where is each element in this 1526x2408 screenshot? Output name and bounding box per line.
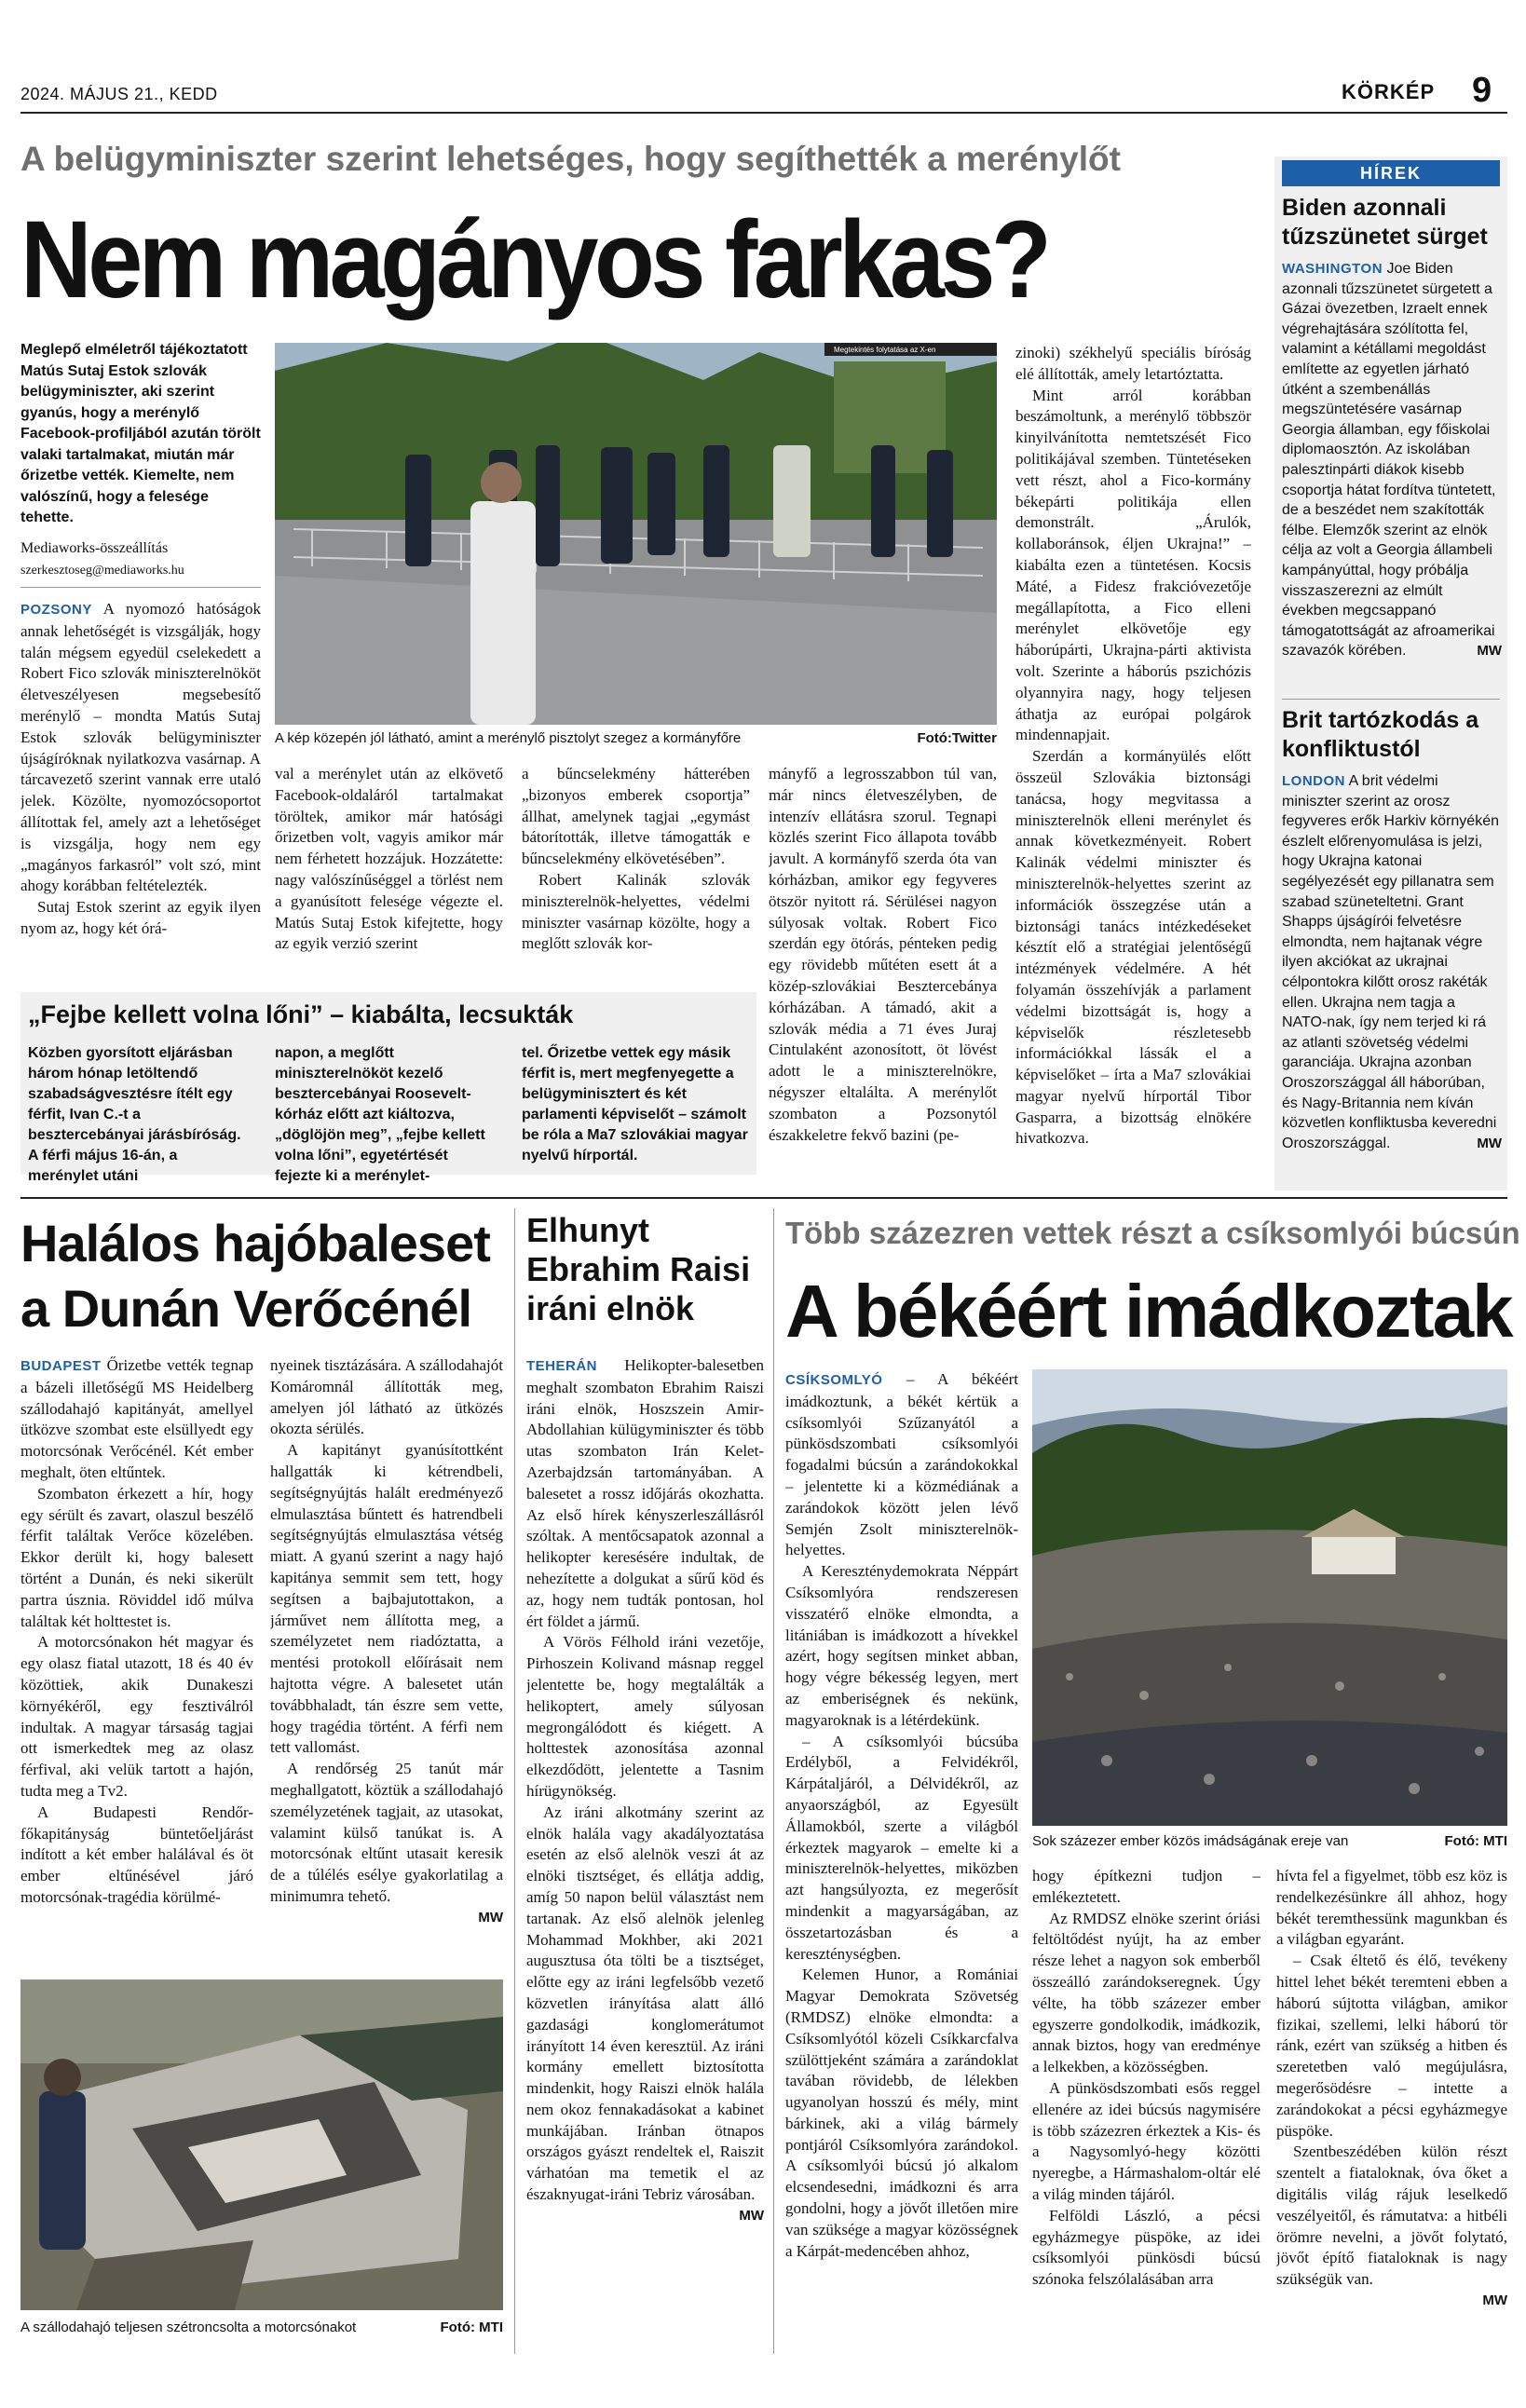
boat-col2b-text: A kapitányt gyanúsítottként hallgatták ki kétrendbeli, segítségnyújtás halált eredményező elmulasztása bűntett és hatrendbeli segítségnyújtás elmulasztása vétség miatt. A gyanú szerint a nagy hajó kapitánya semmit sem tett, hogy segítsen a bajbajutottakon, a járművet nem állította meg, a személyzetet nem riadóztatta, a mentési protokoll előírásait nem hajtotta végre. A balesetet után továbbhaladt, tán észre sem vette, hogy tragédia történt. A férfi nem tett vallomást.	[270, 1441, 503, 1757]
news-item1-sign: MW	[1477, 643, 1502, 660]
issue-date: 2024. MÁJUS 21., KEDD	[20, 85, 218, 103]
raisi-p3-text: Az iráni alkotmány szerint az elnök halála vagy akadályoztatása esetén az első alelnök veszi át az elnöki tisztséget, és ellátja addig, amíg 50 napon belül választást nem tartanak. Az első alelnök jelenleg Mohammad Mokhber, aki 2021 augusztusa óta tölti be a tisztséget, előtte egy az iráni legfelsőbb vezető közvetlen irányítása alatt álló gazdasági konglomerátumot irányított 14 éven keresztül. Az iráni kormány emellett biztosította mindenkit, hogy Raiszi elnök halála nem okoz fennakadásokat a kabinet munkájában. Iránban ötnapos országos gyászt rendeltek el, Raiszit várhatóan ma temetik el az északnyugat-iráni Tebriz városában.	[526, 1803, 764, 2204]
boat-col2-text: nyeinek tisztázására. A szállodahajót Komáromnál állították meg, amelyen jól látható az ütközés okozta sérülés.	[270, 1356, 503, 1438]
raisi-p2-text: A Vörös Félhold iráni vezetője, Pirhoszein Kolivand másnap reggel jelentette be, hogy megtalálták a helikoptert, amely súlyosan megrongálódott és kiégett. A holttestek azonosítása azonnal elkezdődött, jelentette a Tasnim hírügynökség.	[526, 1633, 764, 1800]
lead-col1-text: A nyomozó hatóságok annak lehetőségét is vizsgálják, hogy talán mégsem egyedül cselekedett a Robert Fico szlovák miniszterelnököt életveszélyesen megsebesítő merénylő – mondta Matús Sutaj Estok szlovák belügyminiszter újságíróknak nyilatkozva vasárnap. A tárcavezető szerint vannak erre utaló jelek. Közölte, nyomozócsoportot állítottak fel, amely azt a lehetőséget is vizsgálja, hogy nem egy „magányos farkasról” volt szó, mint ahogy korábban feltételezték.	[20, 600, 261, 895]
arrest-box-col3: tel. Őrizetbe vettek egy másik férfit is, mert megfenyegette a belügyminisztert és két parlamenti képviselőt – számolt be róla a Ma7 szlovákiai magyar nyelvű hírportál.	[522, 1045, 748, 1163]
raisi-dateline: TEHERÁN	[526, 1358, 598, 1374]
boat-caption-text: A szállodahajó teljesen szétroncsolta a motorcsónakot	[20, 2320, 357, 2335]
lead-col5c-text: Szerdán a kormányülés előtt összeül Szlovákia biztonsági tanácsa, hogy megvitassa a miniszterelnök elleni merénylet és annak következményeit. Robert Kalinák védelmi miniszter és miniszterelnök-helyettes szerint az információk összegzése után a biztonsági tanács intézkedéseket késztít elő a stratégiai jelentőségű intézmények védelmére. A hét folyamán összehívják a parlament védelmi bizottságát is, hogy a képviselők részletesebb információkkal lássák el a képviselőket – írta a Ma7 szlovákiai magyar nyelvű hírportál Tibor Gasparra, a bizottság elnökére hivatkozva.	[1015, 747, 1251, 1148]
lead-summary: Meglepő elméletről tájékoztatott Matús Sutaj Estok szlovák belügyminiszter, aki szerint gyanús, hogy a merénylő Facebook-profiljából azután törölt valaki tartalmakat, miután már őrizetbe vették. Kiemelte, nem valószínű, hogy a felesége tehette.	[20, 342, 261, 525]
news-item1-body	[1282, 259, 1502, 661]
boat-col1d-text: A Budapesti Rendőr-főkapitányság büntetőeljárást indított a két ember halálával és öt ember eltűnésével járó motorcsónak-tragédia körülmé-	[20, 1803, 253, 1906]
pilgrimage-col3-text: hívta fel a figyelmet, több esz köz is rendelkezésünkre áll ahhoz, hogy békét teremthessünk magunkban és a világban egyaránt.	[1276, 1867, 1507, 1949]
byline-divider	[20, 587, 261, 588]
news-item2-body	[1282, 771, 1502, 1153]
news-item2-title: Brit tartózkodás a konfliktustól	[1282, 707, 1479, 762]
arrest-box-col1: Közben gyorsított eljárásban három hónap letöltendő szabadságvesztésre ítélt egy férfit, Ivan C.-t a besztercebányai járásbíróság. A férfi május 16-án, a merénylet utáni	[28, 1045, 241, 1184]
lead-kicker: A belügyminiszter szerint lehetséges, hogy segíthették a merénylőt	[20, 140, 1121, 178]
pilgrimage-col2c-text: A pünkösdszombati esős reggel ellenére az idei búcsús nagymisére is több százezren érkeztek a Kis- és a Nagysomlyó-hegy közötti nyeregbe, a Hármashalom-oltár elé a világ minden tájáról.	[1032, 2078, 1260, 2203]
assassination-photo	[275, 343, 997, 725]
pilgrimage-col1-text: – A békéért imádkoztunk, a békét kértük a csíksomlyói Szűzanyától a pünkösdszombati csíksomlyói fogadalmi búcsún a zarándokokkal – jelentette ki a közmédiának a zarándokok között jelen lévő Semjén Zsolt miniszterelnök-helyettes.	[785, 1370, 1018, 1559]
lead-byline: Mediaworks-összeállítás	[20, 540, 169, 556]
photo-embed-tag: Megtekintés folytatása az X-en	[834, 346, 936, 354]
lead-column-4	[769, 764, 997, 1174]
lead-column-5	[1015, 343, 1251, 1172]
boat-dateline: BUDAPEST	[20, 1358, 102, 1374]
news-label: HÍREK	[1282, 160, 1500, 186]
pilgrimage-column-3	[1276, 1866, 1507, 2350]
lead-dateline: POZSONY	[20, 602, 92, 618]
lead-photo-credit: Fotó:Twitter	[917, 730, 997, 746]
lead-headline: Nem magányos farkas?	[20, 198, 1048, 321]
pilgrimage-col1b-text: A Kereszténydemokrata Néppárt Csíksomlyóra rendszeresen visszatérő elnöke elmondta, a litániában is imádkozott a hívekkel azért, hogy segítsen minket abban, hogy végre békesség legyen, mert az emberiségnek és nekünk, magyaroknak is a létérdekünk.	[785, 1562, 1018, 1729]
lead-email: szerkesztoseg@mediaworks.hu	[20, 564, 184, 578]
boat-photo-credit: Fotó: MTI	[440, 2320, 503, 2335]
lead-column-3	[522, 764, 750, 987]
header-rule	[20, 112, 1507, 114]
raisi-sign: MW	[739, 2207, 764, 2224]
news-divider	[1282, 699, 1500, 700]
lead-col5b-text: Mint arról korábban beszámoltunk, a merénylő többször kinyilvánította nemtetszését Fico politikájával szemben. Tüntetéseken vett részt, ahol a Fico-kormány békepárti politikája ellen demonstrált. „Árulók, kollaboránsok, éljen Ukrajna!” – kiabálta ezen a tüntetésen. Kocsis Máté, a Fidesz frakcióvezetője megállapította, a Fico elleni merénylet elkövetője egy háborúpárti, Ukrajna-párti aktivista volt. Szerinte a háborús pszichózis olyannyira nagy, hogy teljesen áthatja az európai polgárok mindennapjait.	[1015, 386, 1251, 744]
pilgrimage-col2d-text: Felföldi László, a pécsi egyházmegye püspöke, az idei csíksomlyói pünkösdi búcsú szónoka felszólalásában arra	[1032, 2206, 1260, 2289]
boat-headline: Halálos hajóbaleset a Dunán Verőcénél	[20, 1214, 490, 1338]
lead-col2-text: val a merénylet után az elkövető Facebook-oldaláról tartalmakat töröltek, amikor már hatósági őrizetben volt, vagyis amikor már nem férhetett hozzájuk. Hozzátette: nagy valószínűséggel a törlést nem a gyanúsított felesége végezte el. Matús Sutaj Estok kifejtette, hogy az egyik verzió szerint	[275, 765, 503, 953]
boat-col1b-text: Szombaton érkezett a hír, hogy egy sérült és zavart, olaszul beszélő férfit találtak Verőce közelében. Ekkor derült ki, hogy balesett történt a Dunán, és neki sikerült partra úsznia. Röviddel idő múlva találtak két holttestet is.	[20, 1484, 253, 1630]
news-item1-text: Joe Biden azonnali tűzszünetet sürgetett a Gázai övezetben, Izraelt ennek végrehajtására szólította fel, valamint a kétállami megoldást említette az egyetlen járható útként a szembenállás megszüntetésére vasárnap Georgia államban, egy főiskolai diplomaosztón. Az iskolában palesztinpárti diákok kisebb csoportja hátat fordítva tüntetett, de a beszédet nem szakították félbe. Elemzők szerint az elnök célja az volt a Georgia állambeli kampányúttal, hogy próbálja visszaszerezni az elmúlt években megcsappanó támogatottságát az afroamerikai szavazók körében.	[1282, 261, 1496, 660]
pilgrimage-headline: A békéért imádkoztak	[785, 1270, 1512, 1353]
pilgrimage-col2b-text: Az RMDSZ elnöke szerint óriási feltöltődést nyújt, ha az ember része lehet a nagyon sok emberből összeálló zarándokseregnek. Úgy vélte, ha több százezer ember egyszerre gondolkodik, imádkozik, annak biztos, hogy van eredménye a lelkekben, a közösségben.	[1032, 1909, 1260, 2076]
col-divider-1	[514, 1208, 515, 2354]
page-number: 9	[1472, 71, 1492, 110]
boat-col2c-text: A rendőrség 25 tanút már meghallgatott, köztük a szállodahajó személyzetének tagjait, az utasokat, valamint külső tanúkat is. A motorcsónak eltűnt utasait keresik de a túlélés esélye gyakorlatilag a minimumra tehető.	[270, 1760, 503, 1905]
arrest-box-col2: napon, a meglőtt miniszterelnököt kezelő besztercebányai Roosevelt-kórház előtt azt kiáltozva, „döglöjön meg”, „fejbe kellett volna lőni”, egyetértését fejezte ki a merénylet-	[275, 1045, 485, 1184]
lead-col4-text: mányfő a legrosszabbon túl van, már nincs életveszélyben, de intenzív ellátásra szorul. Tegnapi közlés szerint Fico állapota tovább javult. A kormányfő szerda óta van kórházban, amikor egy fegyveres ötször nyitott rá. Sérülései nagyon súlyosak voltak. Robert Fico szerdán egy ötórás, pénteken pedig egy rövidebb műtéten esett át a közép-szlovákiai Besztercebánya kórházában. A támadó, akit a szlovák média a 71 éves Juraj Cintulaként azonosított, öt lövést adott le a miniszterelnökre, négyszer eltalálta. A merénylőt szombaton a Pozsonytól északkeletre fekvő bazini (pe-	[769, 765, 997, 1144]
news-item2-dateline: LONDON	[1282, 773, 1345, 789]
lead-col5-text: zinoki) székhelyű speciális bíróság elé állították, amely letartóztatta.	[1015, 344, 1251, 383]
lead-col3b-text: Robert Kalinák szlovák miniszterelnök-helyettes, védelmi miniszter vasárnap közölte, hogy a meglőtt szlovák kor-	[522, 870, 750, 953]
raisi-column	[526, 1355, 764, 2343]
lead-caption-text: A kép közepén jól látható, amint a merénylő pisztolyt szegez a kormányfőre	[275, 730, 742, 746]
pilgrimage-dateline: CSÍKSOMLYÓ	[785, 1372, 883, 1388]
boat-photo-caption	[20, 2320, 503, 2338]
pilgrimage-column-1	[785, 1369, 1018, 2347]
boat-col1-text: Őrizetbe vették tegnap a bázeli illetőségű MS Heidelberg szállodahajó kapitányát, amellyel ütközve szombat este elsüllyedt egy motorcsónak Verőcénél. Két ember meghalt, öten eltűntek.	[20, 1356, 253, 1481]
pilgrimage-photo-caption	[1032, 1833, 1507, 1852]
pilgrimage-photo-credit: Fotó: MTI	[1444, 1833, 1507, 1849]
arrest-box-title: „Fejbe kellett volna lőni” – kiabálta, lecsukták	[28, 1000, 574, 1028]
pilgrimage-caption-text: Sok százezer ember közös imádságának ereje van	[1032, 1833, 1349, 1849]
lead-col3-text: a bűncselekmény hátterében „bizonyos emberek csoportja” állhat, amelynek tagjai „egymást bátorították, illetve támogatták e bűncselekmény elkövetésében”.	[522, 765, 750, 868]
boat-column-2	[270, 1355, 503, 1970]
lead-column-2	[275, 764, 503, 987]
raisi-p1-text: Helikopter-balesetben meghalt szombaton Ebrahim Raiszi iráni elnök, Hoszszein Amir-Abdollahian külügyminiszter és több utas szombaton Irán Kelet-Azerbajdzsán tartományában. A balesetet a rossz időjárás okozhatta. Az első hírek kényszerleszállásról szóltak. A mentőcsapatok azonnal a helikopter keresésére indultak, de nehezítette a dolgukat a sűrű köd és az, hogy nem tudták pontosan, hol ért földet a jármű.	[526, 1356, 764, 1630]
pilgrimage-col1d-text: Kelemen Hunor, a Romániai Magyar Demokrata Szövetség (RMDSZ) elnöke elmondta: a Csíksomlyótól közeli Csíkkarcfalva szülöttjeként számára a zarándoklat tavában rövidebb, de lélekben ugyanolyan hosszú és mély, mint bárkinek, aki a világ bármely pontjáról Csíksomlyóra zarándokol. A csíksomlyói búcsú jó alkalom elcsendesedni, imádkozni és arra gondolni, hogy a jövőt illetően mire van szüksége a magyar közösségnek a Kárpát-medencében ahhoz,	[785, 1966, 1018, 2260]
boat-sign: MW	[478, 1909, 503, 1925]
boat-column-1	[20, 1355, 253, 1970]
lead-col1b-text: Sutaj Estok szerint az egyik ilyen nyom az, hogy két órá-	[20, 898, 261, 937]
lead-column-1	[20, 599, 261, 990]
lead-photo-caption	[275, 730, 997, 749]
news-item1-dateline: WASHINGTON	[1282, 261, 1383, 277]
pilgrimage-crowd-photo	[1032, 1369, 1507, 1826]
pilgrimage-kicker: Több százezren vettek részt a csíksomlyói búcsún	[785, 1216, 1520, 1250]
section-name: KÖRKÉP	[1342, 80, 1436, 103]
pilgrimage-column-2	[1032, 1866, 1260, 2350]
raisi-headline	[526, 1211, 759, 1328]
news-item2-text: A brit védelmi miniszter szerint az orosz fegyveres erők Harkiv környékén észlelt előrenyomulása is jelzi, hogy Ukrajna katonai segélyezését egy pillanatra sem szabad szüneteltetni. Grant Shapps újságírói felvetésre elmondta, nem hajtanak végre ilyen akciókat az ukrajnai célpontokra kilőtt orosz rakéták ellen. Ukrajna nem tagja a NATO-nak, így nem terjed ki rá az atlanti szövetség védelmi garanciája. Ukrajna azonban Oroszországgal áll háborúban, és Nagy-Britannia nem kíván közvetlen konfliktusba keveredni Oroszországgal.	[1282, 773, 1499, 1151]
pilgrimage-col3b-text: – Csak éltető és élő, tevékeny hittel lehet békét teremteni ebben a háború sújtotta világban, amikor fizikai, szellemi, lelki háború tör ránk, ezért van szükség a hitben és szeretetben való megújulásra, megerősödésre – intette a zarándokokat a pécsi egyházmegye püspöke.	[1276, 1952, 1507, 2140]
col-divider-2	[773, 1208, 774, 2354]
pilgrimage-sign: MW	[1482, 2292, 1507, 2308]
boat-col1c-text: A motorcsónakon hét magyar és egy olasz fiatal utazott, 18 és 40 év közöttiek, akik Dunakeszi környékéről, egy fesztiválról indultak. A magyar társaság tagjai ott ismerkedtek meg az olasz férfival, aki velük tartott a hajón, tudta meg a Tv2.	[20, 1633, 253, 1800]
news-item1-title: Biden azonnali tűzszünetet sürget	[1282, 195, 1488, 250]
news-item2-sign: MW	[1477, 1135, 1502, 1151]
pilgrimage-col2-text: hogy építkezni tudjon – emlékeztetett.	[1032, 1867, 1260, 1906]
pilgrimage-col1c-text: – A csíksomlyói búcsúba Erdélyből, a Felvidékről, Kárpátaljáról, a Délvidékről, az anyaországból, az Egyesült Államokból, szerte a világból érkeztek magyarok – emelte ki a miniszterelnök-helyettes, miközben azt hangsúlyozta, ez megerősít mindenkit a magyarságában, az összetartozásban és a kereszténységben.	[785, 1732, 1018, 1963]
boat-wreck-photo	[20, 1979, 503, 2310]
raisi-headline-text: Elhunyt Ebrahim Raisi iráni elnök	[526, 1211, 751, 1327]
section-divider	[20, 1197, 1507, 1199]
pilgrimage-col3c-text: Szentbeszédében külön részt szentelt a fiataloknak, óva őket a digitális világ rájuk leselkedő veszélyeitől, és rámutatva: a hitbéli örömre nevelni, a jövőt folytató, jövőt építő fiataloknak is nagy szükségük van.	[1276, 2143, 1507, 2289]
